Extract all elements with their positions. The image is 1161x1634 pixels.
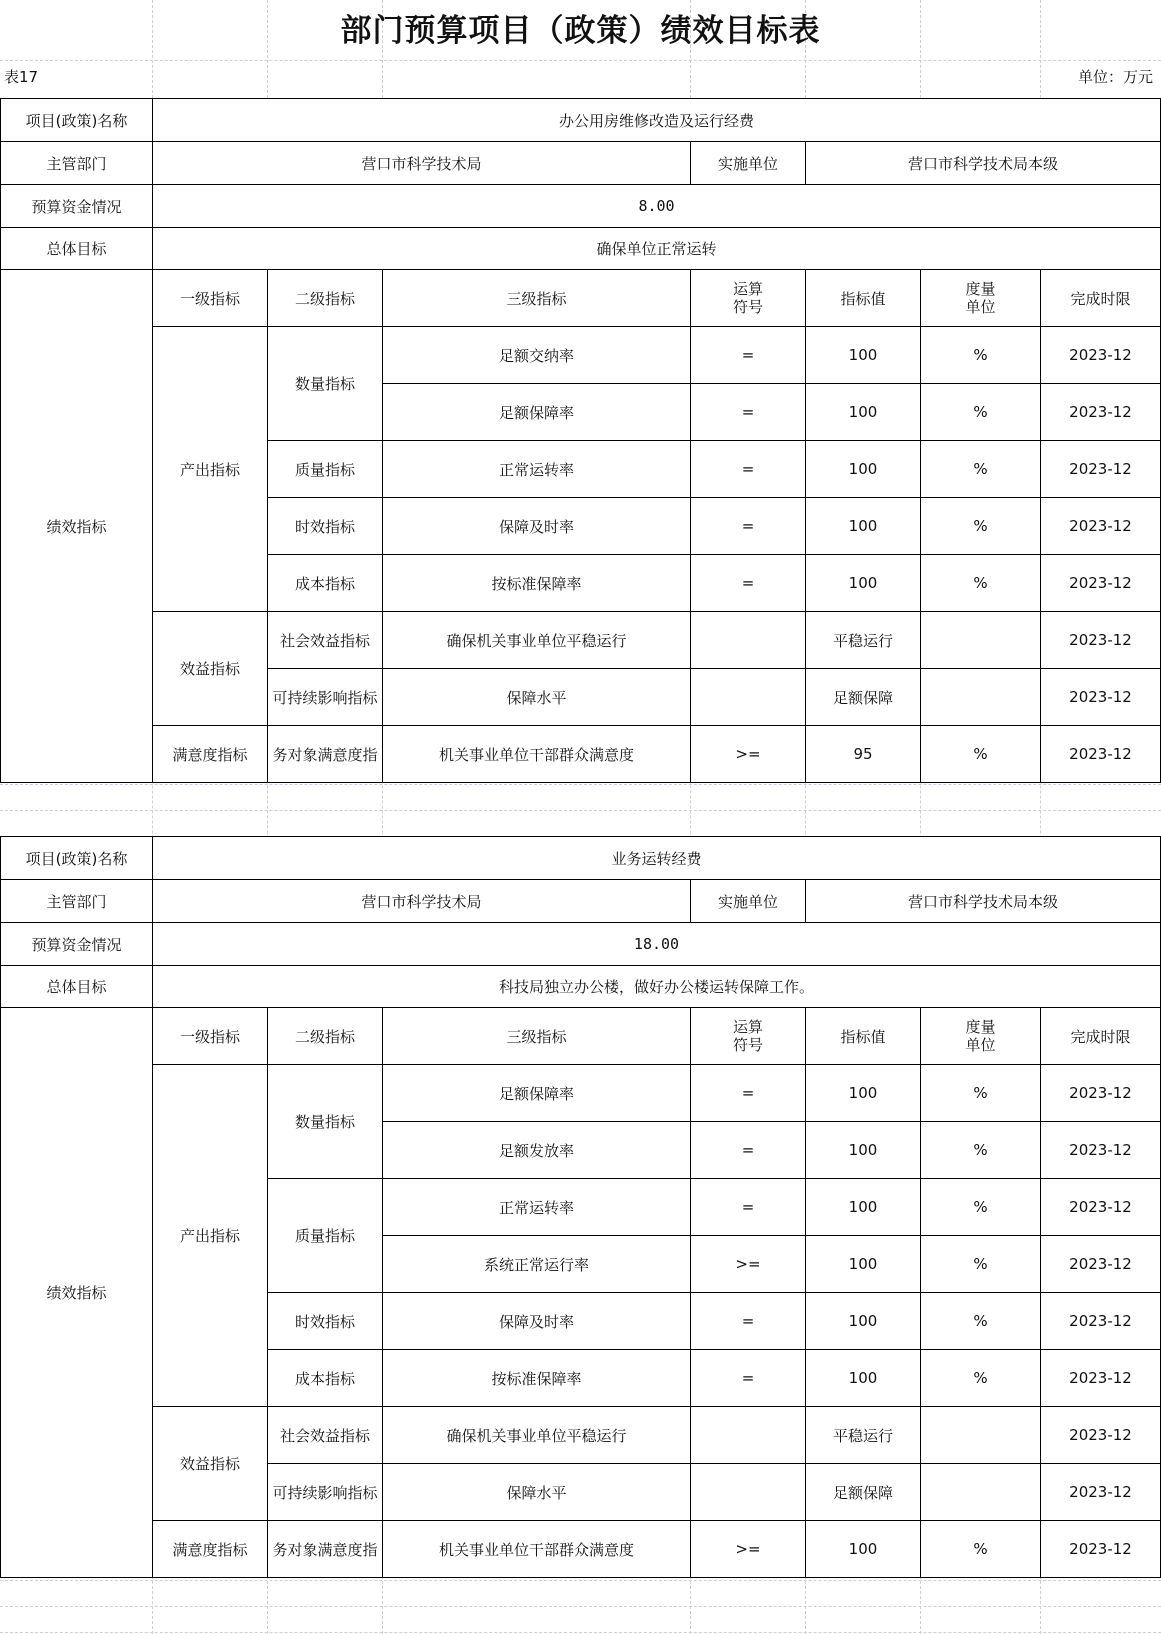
deadline-cell: 2023-12	[1041, 1122, 1161, 1179]
unit-cell: %	[921, 441, 1041, 498]
level3-cell: 足额交纳率	[383, 327, 691, 384]
deadline-cell: 2023-12	[1041, 555, 1161, 612]
department-value: 营口市科学技术局	[153, 880, 691, 923]
level1-satisfaction: 满意度指标	[153, 726, 268, 783]
deadline-cell: 2023-12	[1041, 441, 1161, 498]
label-overall-goal: 总体目标	[1, 966, 153, 1008]
value-cell: 100	[806, 441, 921, 498]
unit-cell: %	[921, 1521, 1041, 1578]
label-performance: 绩效指标	[1, 1008, 153, 1578]
level2-cell: 质量指标	[268, 441, 383, 498]
label-project-name: 项目(政策)名称	[1, 837, 153, 880]
level2-cell: 时效指标	[268, 498, 383, 555]
operator-cell: =	[691, 1122, 806, 1179]
value-cell: 足额保障	[806, 1464, 921, 1521]
level3-cell: 足额发放率	[383, 1122, 691, 1179]
operator-cell	[691, 1464, 806, 1521]
deadline-cell: 2023-12	[1041, 384, 1161, 441]
level3-cell: 按标准保障率	[383, 1350, 691, 1407]
value-cell: 95	[806, 726, 921, 783]
header-measure-unit: 度量 单位	[921, 270, 1041, 327]
level2-cell: 务对象满意度指	[268, 1521, 383, 1578]
level3-cell: 保障水平	[383, 669, 691, 726]
level3-cell: 保障水平	[383, 1464, 691, 1521]
overall-goal-value: 确保单位正常运转	[153, 228, 1161, 270]
table-row	[1, 1065, 1161, 1122]
level2-cell: 务对象满意度指	[268, 726, 383, 783]
value-cell: 100	[806, 1350, 921, 1407]
header-level1: 一级指标	[153, 1008, 268, 1065]
level3-cell: 保障及时率	[383, 498, 691, 555]
value-cell: 100	[806, 1065, 921, 1122]
budget-value: 18.00	[153, 923, 1161, 966]
value-cell: 100	[806, 1122, 921, 1179]
operator-cell: =	[691, 384, 806, 441]
level3-cell: 正常运转率	[383, 441, 691, 498]
label-project-name: 项目(政策)名称	[1, 99, 153, 142]
unit-cell: %	[921, 1065, 1041, 1122]
operator-cell: =	[691, 441, 806, 498]
header-operator: 运算 符号	[691, 1008, 806, 1065]
level2-cell: 质量指标	[268, 1179, 383, 1293]
deadline-cell: 2023-12	[1041, 726, 1161, 783]
value-cell: 足额保障	[806, 669, 921, 726]
operator-cell: >=	[691, 1236, 806, 1293]
header-operator: 运算 符号	[691, 270, 806, 327]
unit-cell: %	[921, 498, 1041, 555]
deadline-cell: 2023-12	[1041, 1065, 1161, 1122]
deadline-cell: 2023-12	[1041, 1464, 1161, 1521]
deadline-cell: 2023-12	[1041, 1293, 1161, 1350]
table-row	[1, 1407, 1161, 1464]
operator-cell	[691, 1407, 806, 1464]
table-row	[1, 612, 1161, 669]
header-level3: 三级指标	[383, 1008, 691, 1065]
label-performance: 绩效指标	[1, 270, 153, 783]
unit-cell: %	[921, 1236, 1041, 1293]
value-cell: 100	[806, 1179, 921, 1236]
operator-cell: =	[691, 1293, 806, 1350]
level2-cell: 社会效益指标	[268, 612, 383, 669]
level3-cell: 足额保障率	[383, 1065, 691, 1122]
header-deadline: 完成时限	[1041, 270, 1161, 327]
implementer-value: 营口市科学技术局本级	[806, 142, 1161, 185]
value-cell: 100	[806, 1236, 921, 1293]
level1-benefit: 效益指标	[153, 1407, 268, 1521]
operator-cell: >=	[691, 1521, 806, 1578]
deadline-cell: 2023-12	[1041, 1521, 1161, 1578]
value-cell: 100	[806, 498, 921, 555]
operator-cell: =	[691, 327, 806, 384]
level2-cell: 数量指标	[268, 327, 383, 441]
level2-cell: 可持续影响指标	[268, 1464, 383, 1521]
deadline-cell: 2023-12	[1041, 669, 1161, 726]
table-row	[1, 726, 1161, 783]
value-cell: 平稳运行	[806, 1407, 921, 1464]
level3-cell: 足额保障率	[383, 384, 691, 441]
level1-benefit: 效益指标	[153, 612, 268, 726]
unit-cell: %	[921, 555, 1041, 612]
operator-cell: =	[691, 555, 806, 612]
level3-cell: 按标准保障率	[383, 555, 691, 612]
level1-output: 产出指标	[153, 1065, 268, 1407]
value-cell: 100	[806, 327, 921, 384]
operator-cell	[691, 669, 806, 726]
level2-cell: 可持续影响指标	[268, 669, 383, 726]
label-overall-goal: 总体目标	[1, 228, 153, 270]
project-name-value: 业务运转经费	[153, 837, 1161, 880]
implementer-value: 营口市科学技术局本级	[806, 880, 1161, 923]
unit-label: 单位：万元	[1077, 68, 1153, 86]
value-cell: 100	[806, 555, 921, 612]
label-department: 主管部门	[1, 142, 153, 185]
level2-cell: 成本指标	[268, 1350, 383, 1407]
label-budget: 预算资金情况	[1, 923, 153, 966]
unit-cell: %	[921, 1179, 1041, 1236]
value-cell: 100	[806, 1293, 921, 1350]
table-number: 表17	[4, 68, 39, 86]
unit-cell	[921, 1464, 1041, 1521]
unit-cell: %	[921, 327, 1041, 384]
operator-cell: =	[691, 1065, 806, 1122]
label-implementer: 实施单位	[691, 142, 806, 185]
level3-cell: 确保机关事业单位平稳运行	[383, 1407, 691, 1464]
project-table-2	[0, 836, 1161, 1578]
value-cell: 100	[806, 1521, 921, 1578]
unit-cell	[921, 1407, 1041, 1464]
unit-cell: %	[921, 384, 1041, 441]
overall-goal-value: 科技局独立办公楼，做好办公楼运转保障工作。	[153, 966, 1161, 1008]
operator-cell	[691, 612, 806, 669]
deadline-cell: 2023-12	[1041, 1236, 1161, 1293]
unit-cell: %	[921, 726, 1041, 783]
deadline-cell: 2023-12	[1041, 498, 1161, 555]
level3-cell: 系统正常运行率	[383, 1236, 691, 1293]
table-row	[1, 1521, 1161, 1578]
deadline-cell: 2023-12	[1041, 1350, 1161, 1407]
level1-output: 产出指标	[153, 327, 268, 612]
label-budget: 预算资金情况	[1, 185, 153, 228]
operator-cell: >=	[691, 726, 806, 783]
value-cell: 平稳运行	[806, 612, 921, 669]
header-target-value: 指标值	[806, 1008, 921, 1065]
unit-cell	[921, 612, 1041, 669]
header-target-value: 指标值	[806, 270, 921, 327]
level2-cell: 数量指标	[268, 1065, 383, 1179]
deadline-cell: 2023-12	[1041, 1179, 1161, 1236]
level3-cell: 确保机关事业单位平稳运行	[383, 612, 691, 669]
level3-cell: 正常运转率	[383, 1179, 691, 1236]
project-name-value: 办公用房维修改造及运行经费	[153, 99, 1161, 142]
project-table-1	[0, 98, 1161, 783]
unit-cell: %	[921, 1350, 1041, 1407]
header-level2: 二级指标	[268, 270, 383, 327]
level3-cell: 机关事业单位干部群众满意度	[383, 726, 691, 783]
header-level3: 三级指标	[383, 270, 691, 327]
operator-cell: =	[691, 1350, 806, 1407]
level2-cell: 成本指标	[268, 555, 383, 612]
operator-cell: =	[691, 1179, 806, 1236]
header-measure-unit: 度量 单位	[921, 1008, 1041, 1065]
level3-cell: 保障及时率	[383, 1293, 691, 1350]
level1-satisfaction: 满意度指标	[153, 1521, 268, 1578]
header-level2: 二级指标	[268, 1008, 383, 1065]
level3-cell: 机关事业单位干部群众满意度	[383, 1521, 691, 1578]
unit-cell	[921, 669, 1041, 726]
department-value: 营口市科学技术局	[153, 142, 691, 185]
header-level1: 一级指标	[153, 270, 268, 327]
label-implementer: 实施单位	[691, 880, 806, 923]
header-deadline: 完成时限	[1041, 1008, 1161, 1065]
deadline-cell: 2023-12	[1041, 612, 1161, 669]
unit-cell: %	[921, 1293, 1041, 1350]
deadline-cell: 2023-12	[1041, 327, 1161, 384]
deadline-cell: 2023-12	[1041, 1407, 1161, 1464]
value-cell: 100	[806, 384, 921, 441]
page-title: 部门预算项目（政策）绩效目标表	[340, 13, 821, 49]
level2-cell: 社会效益指标	[268, 1407, 383, 1464]
level2-cell: 时效指标	[268, 1293, 383, 1350]
operator-cell: =	[691, 498, 806, 555]
budget-value: 8.00	[153, 185, 1161, 228]
unit-cell: %	[921, 1122, 1041, 1179]
table-row	[1, 327, 1161, 384]
label-department: 主管部门	[1, 880, 153, 923]
